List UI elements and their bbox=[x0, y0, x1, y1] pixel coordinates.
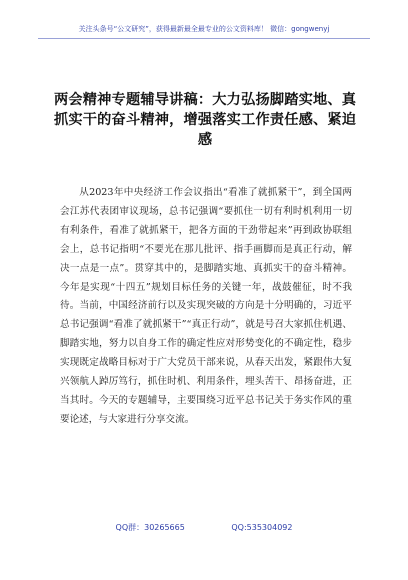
footer bbox=[0, 522, 408, 533]
footer-qq-group: QQ群：30265665 bbox=[115, 523, 185, 532]
header-note: 关注头条号“公文研究”，获得最新最全最专业的公文资料库！ 微信：gongwenyj bbox=[78, 25, 330, 33]
document-title: 两会精神专题辅导讲稿：大力弘扬脚踏实地、真抓实干的奋斗精神，增强落实工作责任感、紧迫感 bbox=[54, 92, 356, 148]
footer-qq: QQ:535304092 bbox=[231, 523, 293, 532]
header-divider bbox=[38, 38, 370, 39]
body-paragraph: 从2023年中央经济工作会议指出“看准了就抓紧干”，到全国两会江苏代表团审议现场，总书记强调“要抓住一切有利时机利用一切有利条件，看准了就抓紧干，把各方面的干劲带起来”再到政协联组会上，总书记指明“不要光在那儿批评、指手画脚而是真正行动，解决一点是一点”。贯穿其中的，是脚踏实地、真抓实干的奋斗精神。今年是实现“十四五”规划目标任务的关键一年，战鼓催征，时不我待。当前，中国经济前行以及实现突破的方向是十分明确的，习近平总书记强调“看准了就抓紧干”“真正行动”，就是号召大家抓住机遇、脚踏实地，努力以自身工作的确定性应对形势变化的不确定性，稳步实现既定战略目标对于广大党员干部来说，从春天出发，紧跟伟大复兴领航人踔厉笃行，抓住时机、利用条件，埋头苦干、昂扬奋进，正当其时。今天的专题辅导，主要围绕习近平总书记关于务实作风的重要论述，与大家进行分享交流。 bbox=[60, 187, 352, 425]
